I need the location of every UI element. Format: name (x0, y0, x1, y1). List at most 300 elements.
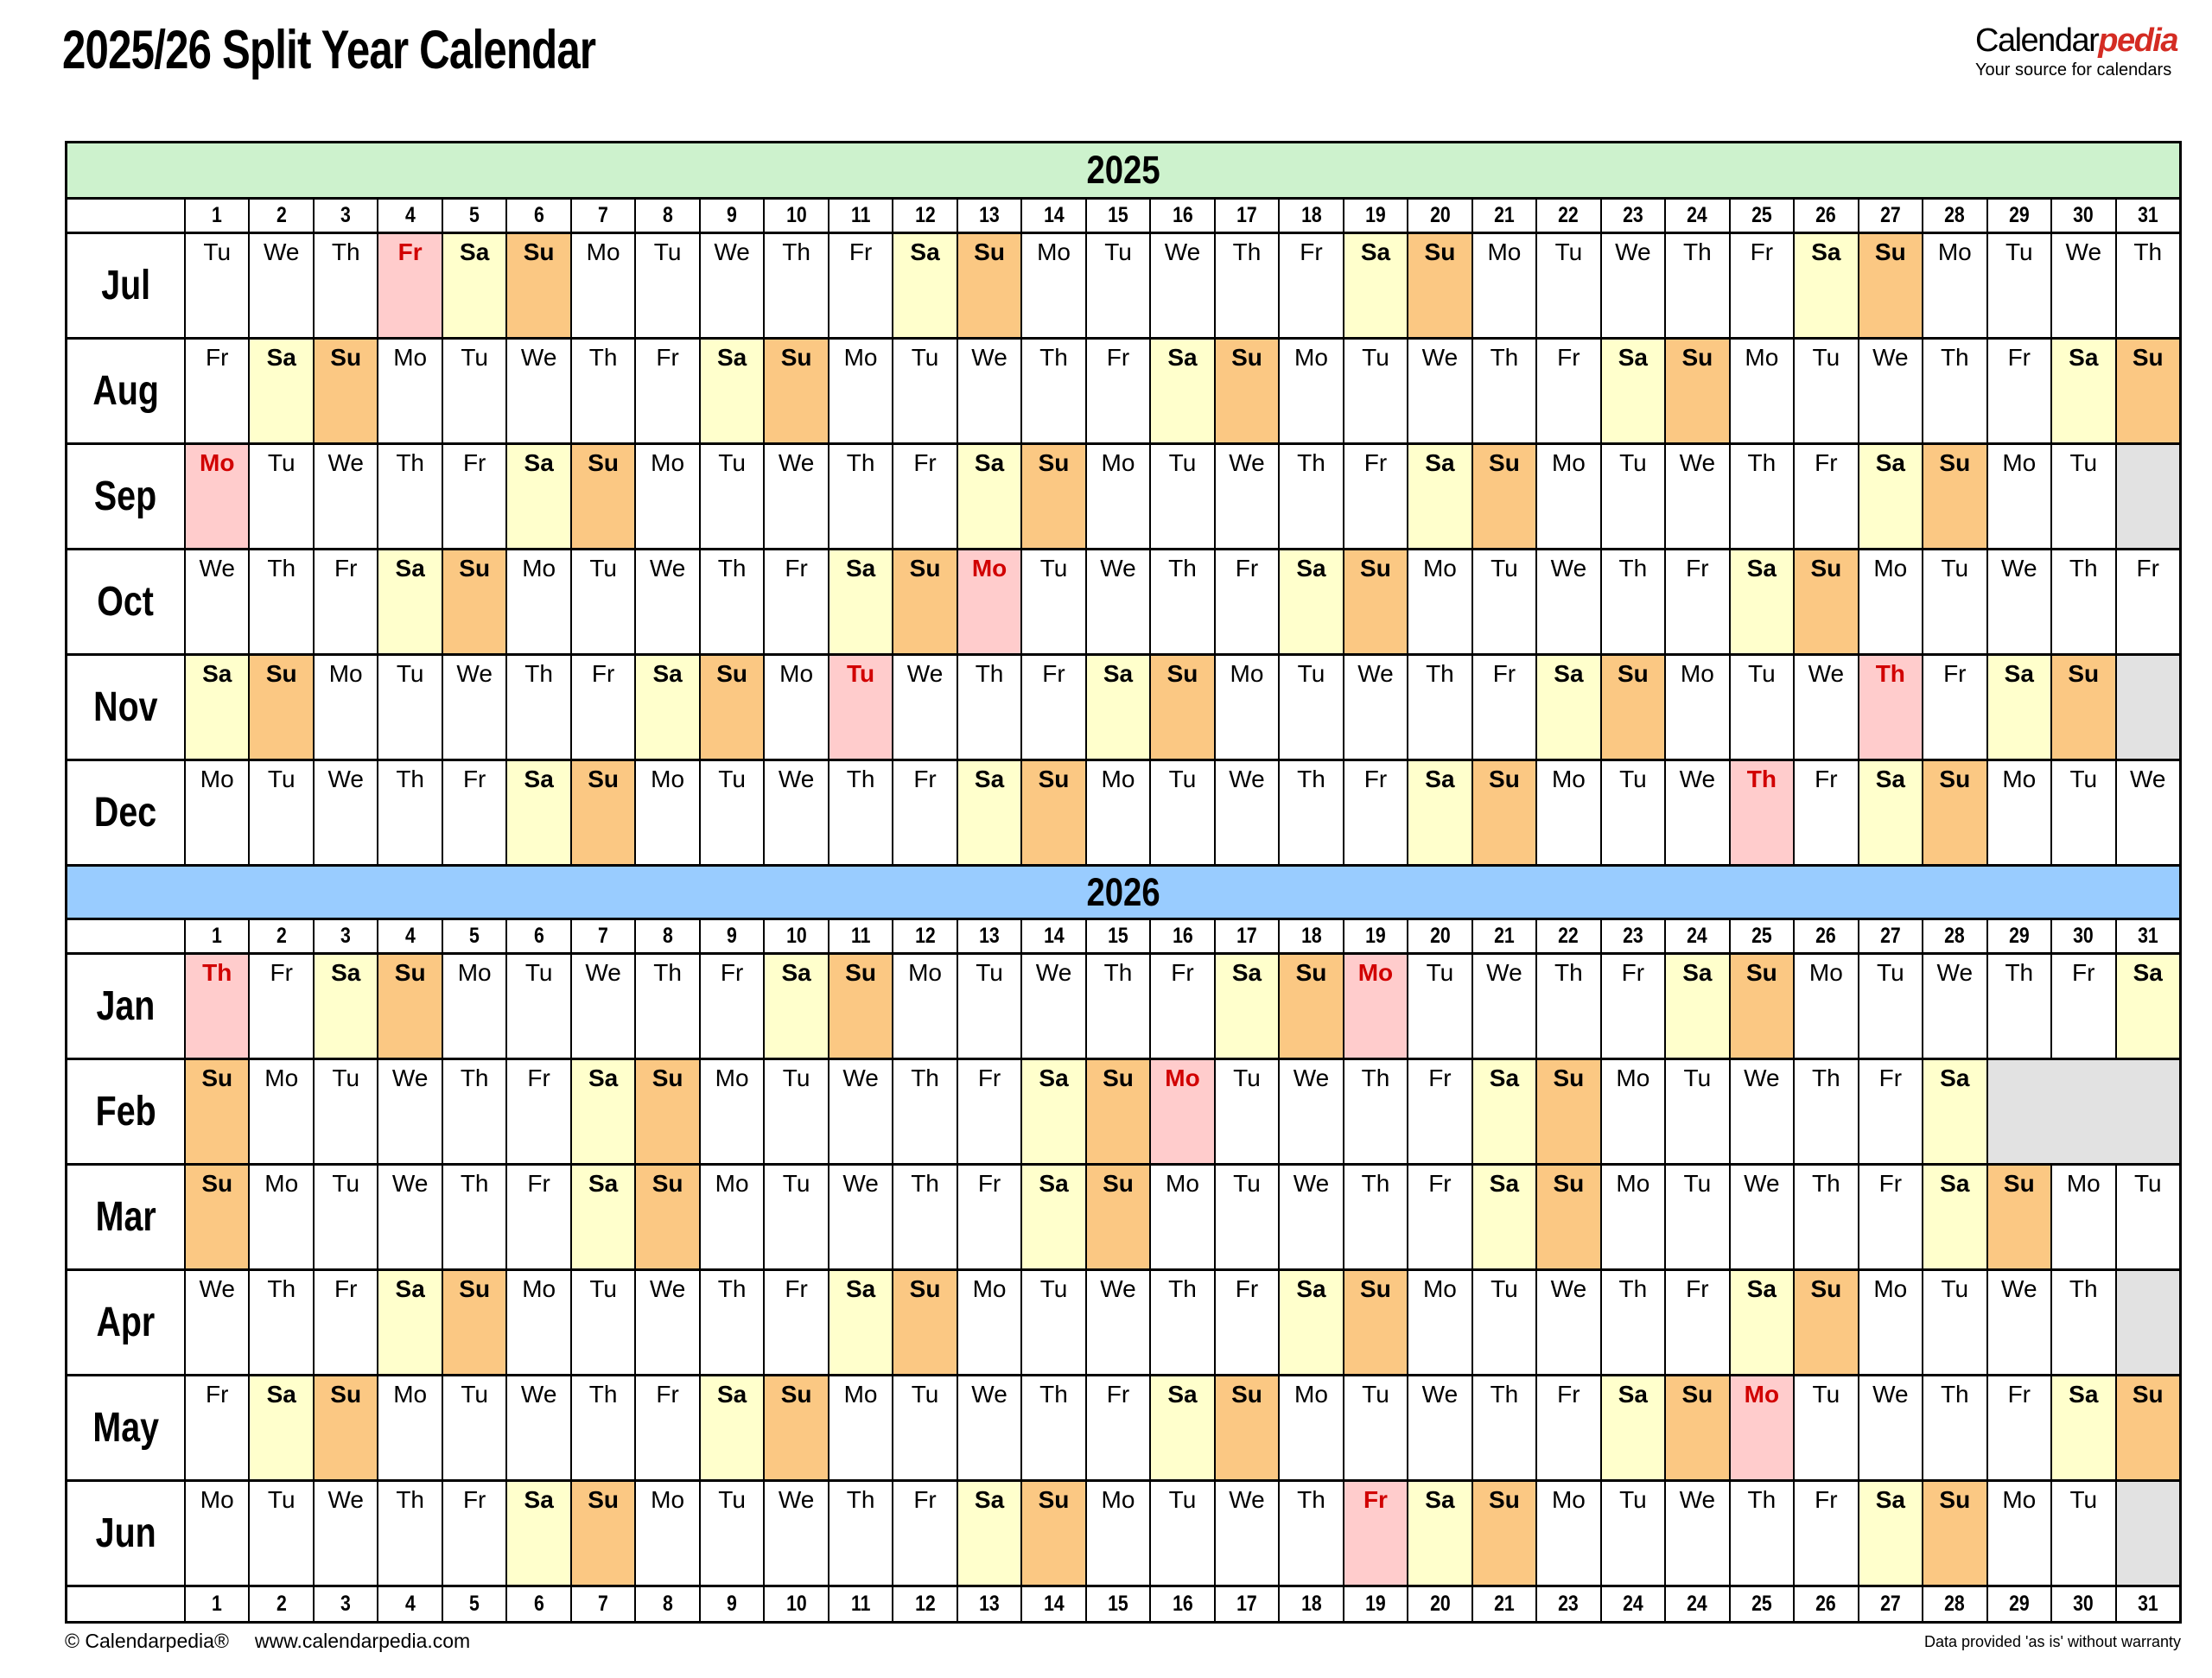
day-number-cell: 15 (1085, 1587, 1149, 1621)
day-cell: Sa (377, 550, 441, 653)
day-number-cell: 27 (1858, 920, 1922, 952)
day-cell: Tu (1922, 550, 1986, 653)
day-cell: Fr (1922, 656, 1986, 759)
day-cell: Sa (442, 234, 505, 337)
day-cell: Tu (377, 656, 441, 759)
day-cell: Fr (892, 445, 956, 548)
day-cell: Th (828, 1482, 892, 1585)
day-cell: Mo (1986, 1482, 2050, 1585)
day-cell: Th (377, 445, 441, 548)
day-cell: Tu (1149, 761, 1213, 864)
day-cell: Su (1407, 234, 1471, 337)
day-cell: Th (1600, 550, 1664, 653)
day-cell: Fr (763, 1271, 827, 1374)
day-cell: We (1535, 1271, 1599, 1374)
day-cell: Fr (1986, 1376, 2050, 1479)
day-cell: Su (1471, 445, 1535, 548)
day-number-cell: 2 (248, 1587, 312, 1621)
day-cell: We (313, 761, 377, 864)
day-number-cell: 15 (1085, 200, 1149, 232)
month-row-may (67, 1374, 2179, 1479)
day-number-cell: 16 (1149, 920, 1213, 952)
day-number-cell: 20 (1407, 1587, 1471, 1621)
day-cell: Th (1793, 1166, 1857, 1268)
day-cell: Th (699, 550, 763, 653)
day-cell: Sa (184, 656, 248, 759)
day-cell: Fr (957, 1166, 1020, 1268)
day-cell: We (1858, 340, 1922, 442)
day-cell: We (1664, 761, 1728, 864)
day-number-cell: 25 (1729, 200, 1793, 232)
day-cell: Fr (1471, 656, 1535, 759)
day-number-cell: 9 (699, 1587, 763, 1621)
day-cell: Sa (957, 761, 1020, 864)
day-number-cell: 8 (634, 1587, 698, 1621)
day-cell: Fr (1858, 1166, 1922, 1268)
day-cell: We (377, 1060, 441, 1163)
day-cell: Th (442, 1166, 505, 1268)
day-cell: Sa (1793, 234, 1857, 337)
day-cell: Sa (248, 340, 312, 442)
day-number-cell: 7 (570, 1587, 634, 1621)
day-cell: Sa (828, 550, 892, 653)
day-cell: Fr (1343, 445, 1407, 548)
month-row-oct (67, 548, 2179, 653)
website-url[interactable]: www.calendarpedia.com (254, 1630, 471, 1652)
day-cell: Su (1600, 656, 1664, 759)
day-number-cell: 23 (1600, 200, 1664, 232)
day-cell: Th (1085, 955, 1149, 1058)
day-cell: Fr (1986, 340, 2050, 442)
day-number-cell: 17 (1214, 1587, 1278, 1621)
day-number-cell: 30 (2050, 200, 2114, 232)
day-cell: Tu (1471, 1271, 1535, 1374)
day-number-cell: 26 (1793, 920, 1857, 952)
month-label: Jun (95, 1510, 156, 1556)
month-row-aug (67, 337, 2179, 442)
day-cell: Tu (1600, 1482, 1664, 1585)
day-cell: Su (1986, 1166, 2050, 1268)
day-cell: Su (1729, 955, 1793, 1058)
day-cell: Tu (1600, 445, 1664, 548)
day-cell: Tu (892, 1376, 956, 1479)
day-cell: Mo (957, 550, 1020, 653)
day-number-cell: 3 (313, 200, 377, 232)
day-cell: Th (1278, 761, 1342, 864)
day-cell: Sa (1343, 234, 1407, 337)
day-cell: Th (1407, 656, 1471, 759)
day-cell: Fr (442, 761, 505, 864)
month-row-sep (67, 442, 2179, 548)
day-cell: Su (570, 761, 634, 864)
day-cell: Mo (505, 550, 569, 653)
month-label: Jan (96, 983, 156, 1029)
day-cell: Th (377, 761, 441, 864)
day-cell: Fr (1407, 1060, 1471, 1163)
day-cell: We (763, 761, 827, 864)
day-cell: Sa (2115, 955, 2179, 1058)
day-cell: Sa (1858, 445, 1922, 548)
day-cell: Fr (1729, 234, 1793, 337)
day-cell: Sa (1407, 445, 1471, 548)
day-cell: Tu (442, 340, 505, 442)
day-cell: Th (1729, 761, 1793, 864)
day-cell: We (2050, 234, 2114, 337)
day-cell: Sa (1020, 1166, 1084, 1268)
month-row-jun (67, 1479, 2179, 1585)
day-number-cell: 23 (1535, 1587, 1599, 1621)
year-banner-2025 (67, 143, 2179, 197)
day-cell: Mo (1986, 761, 2050, 864)
month-label: Feb (95, 1089, 156, 1135)
day-cell: Su (1471, 1482, 1535, 1585)
day-cell: Fr (828, 234, 892, 337)
day-cell: Th (1214, 234, 1278, 337)
corner-blank-cell (67, 1587, 184, 1621)
day-number-cell: 10 (763, 1587, 827, 1621)
day-cell: We (634, 550, 698, 653)
day-cell: Mo (377, 1376, 441, 1479)
day-number-cell: 18 (1278, 1587, 1342, 1621)
day-cell: Th (2050, 550, 2114, 653)
empty-days-cell (2115, 656, 2179, 759)
day-cell: Th (828, 445, 892, 548)
day-number-cell: 31 (2115, 200, 2179, 232)
day-cell: Sa (2050, 1376, 2114, 1479)
day-number-cell: 27 (1858, 200, 1922, 232)
day-cell: We (1729, 1166, 1793, 1268)
day-cell: Th (634, 955, 698, 1058)
day-number-cell: 26 (1793, 1587, 1857, 1621)
day-cell: Tu (1664, 1166, 1728, 1268)
month-label: Aug (92, 368, 159, 414)
month-label: Sep (94, 474, 157, 519)
day-cell: Sa (313, 955, 377, 1058)
day-cell: We (313, 1482, 377, 1585)
day-cell: Mo (1535, 761, 1599, 864)
day-cell: Fr (570, 656, 634, 759)
day-cell: Mo (1600, 1060, 1664, 1163)
day-cell: Sa (1922, 1060, 1986, 1163)
day-cell: Fr (1343, 1482, 1407, 1585)
day-number-cell: 21 (1471, 920, 1535, 952)
day-cell: Sa (1149, 340, 1213, 442)
day-cell: We (1343, 656, 1407, 759)
day-number-cell: 18 (1278, 920, 1342, 952)
day-cell: Sa (1535, 656, 1599, 759)
empty-days-cell (2115, 1271, 2179, 1374)
day-cell: Tu (248, 761, 312, 864)
day-cell: Mo (1664, 656, 1728, 759)
day-cell: We (184, 550, 248, 653)
day-cell: Su (313, 340, 377, 442)
page-title: 2025/26 Split Year Calendar (62, 20, 596, 80)
section-2026-rows (67, 918, 2179, 1585)
day-cell: Fr (1343, 761, 1407, 864)
day-cell: We (892, 656, 956, 759)
day-cell: Su (1922, 445, 1986, 548)
day-cell: Sa (1214, 955, 1278, 1058)
logo-wordmark (1975, 24, 2177, 59)
day-cell: Th (1471, 1376, 1535, 1479)
day-cell: Fr (1858, 1060, 1922, 1163)
day-cell: We (957, 340, 1020, 442)
footer-copyright (65, 1630, 470, 1653)
day-cell: Fr (184, 1376, 248, 1479)
day-cell: Mo (699, 1166, 763, 1268)
day-cell: Mo (1343, 955, 1407, 1058)
day-cell: Mo (184, 761, 248, 864)
day-cell: Fr (2050, 955, 2114, 1058)
day-number-cell: 11 (828, 920, 892, 952)
day-cell: Th (570, 340, 634, 442)
day-cell: Fr (2115, 550, 2179, 653)
day-cell: Sa (377, 1271, 441, 1374)
day-cell: Fr (1214, 550, 1278, 653)
day-number-cell: 7 (570, 200, 634, 232)
day-cell: Mo (184, 445, 248, 548)
day-cell: We (699, 234, 763, 337)
day-cell: Mo (505, 1271, 569, 1374)
day-number-cell: 24 (1664, 920, 1728, 952)
day-cell: Fr (505, 1166, 569, 1268)
day-number-cell: 12 (892, 920, 956, 952)
day-cell: We (505, 340, 569, 442)
day-number-cell: 1 (184, 1587, 248, 1621)
day-cell: Tu (1600, 761, 1664, 864)
day-cell: Sa (1600, 1376, 1664, 1479)
day-number-cell: 9 (699, 920, 763, 952)
day-number-cell: 5 (442, 920, 505, 952)
day-cell: Mo (699, 1060, 763, 1163)
day-number-cell: 16 (1149, 1587, 1213, 1621)
day-cell: Tu (957, 955, 1020, 1058)
day-cell: Fr (1664, 550, 1728, 653)
day-number-cell: 10 (763, 200, 827, 232)
day-cell: Sa (1085, 656, 1149, 759)
day-cell: Th (1278, 445, 1342, 548)
day-number-cell: 8 (634, 200, 698, 232)
day-cell: Tu (1214, 1060, 1278, 1163)
day-cell: Sa (957, 445, 1020, 548)
day-number-cell: 19 (1343, 200, 1407, 232)
day-cell: Fr (957, 1060, 1020, 1163)
day-cell: We (1278, 1166, 1342, 1268)
day-cell: Tu (2050, 1482, 2114, 1585)
day-cell: Tu (699, 445, 763, 548)
day-cell: Tu (2050, 445, 2114, 548)
day-cell: Su (2115, 340, 2179, 442)
day-cell: Th (248, 550, 312, 653)
day-cell: Tu (699, 1482, 763, 1585)
day-cell: Tu (248, 1482, 312, 1585)
day-cell: Mo (313, 656, 377, 759)
day-cell: Fr (1793, 1482, 1857, 1585)
day-number-cell: 31 (2115, 920, 2179, 952)
day-cell: Mo (1278, 1376, 1342, 1479)
day-number-cell: 6 (505, 1587, 569, 1621)
day-cell: Th (184, 955, 248, 1058)
day-cell: Tu (1085, 234, 1149, 337)
day-cell: Su (184, 1166, 248, 1268)
day-number-cell: 30 (2050, 920, 2114, 952)
day-cell: Su (1085, 1060, 1149, 1163)
day-cell: Su (2115, 1376, 2179, 1479)
day-cell: Th (313, 234, 377, 337)
day-cell: Su (1343, 550, 1407, 653)
day-cell: Sa (1278, 1271, 1342, 1374)
day-cell: Su (763, 340, 827, 442)
day-cell: Fr (634, 1376, 698, 1479)
day-number-cell: 24 (1664, 1587, 1728, 1621)
day-cell: Tu (2050, 761, 2114, 864)
month-label: May (92, 1405, 159, 1451)
day-number-cell: 13 (957, 920, 1020, 952)
empty-days-cell (2115, 445, 2179, 548)
day-cell: Su (2050, 656, 2114, 759)
day-cell: Tu (1664, 1060, 1728, 1163)
day-cell: Su (1020, 761, 1084, 864)
day-cell: Tu (763, 1166, 827, 1268)
day-cell: Fr (313, 550, 377, 653)
empty-days-cell (2115, 1482, 2179, 1585)
day-cell: Th (1020, 340, 1084, 442)
day-cell: Fr (1793, 445, 1857, 548)
day-number-cell: 5 (442, 200, 505, 232)
day-cell: Fr (1407, 1166, 1471, 1268)
day-cell: Mo (1085, 445, 1149, 548)
day-cell: We (1986, 550, 2050, 653)
day-cell: Mo (1471, 234, 1535, 337)
day-cell: Sa (1729, 1271, 1793, 1374)
day-cell: Mo (892, 955, 956, 1058)
month-label: Apr (96, 1300, 156, 1345)
day-cell: We (1407, 340, 1471, 442)
month-row-dec (67, 759, 2179, 864)
day-cell: Fr (505, 1060, 569, 1163)
day-number-cell: 25 (1729, 1587, 1793, 1621)
day-cell: Tu (184, 234, 248, 337)
day-cell: We (828, 1060, 892, 1163)
day-cell: Th (1343, 1166, 1407, 1268)
day-number-cell: 29 (1986, 1587, 2050, 1621)
day-cell: Th (248, 1271, 312, 1374)
day-cell: Su (1664, 1376, 1728, 1479)
day-number-cell: 28 (1922, 200, 1986, 232)
day-number-cell: 21 (1471, 1587, 1535, 1621)
day-cell: Sa (1922, 1166, 1986, 1268)
day-cell: Tu (1020, 1271, 1084, 1374)
split-year-calendar-table (65, 141, 2182, 1624)
corner-blank-cell (67, 920, 184, 952)
day-cell: Sa (634, 656, 698, 759)
day-cell: We (957, 1376, 1020, 1479)
corner-blank-cell (67, 200, 184, 232)
day-number-cell: 16 (1149, 200, 1213, 232)
day-cell: We (1085, 1271, 1149, 1374)
day-cell: Tu (1729, 656, 1793, 759)
day-cell: Sa (570, 1060, 634, 1163)
day-cell: Mo (1729, 340, 1793, 442)
day-cell: Su (1085, 1166, 1149, 1268)
day-cell: Th (699, 1271, 763, 1374)
day-cell: Tu (1149, 1482, 1213, 1585)
day-cell: Th (892, 1166, 956, 1268)
day-number-cell: 2 (248, 200, 312, 232)
day-cell: Mo (634, 1482, 698, 1585)
day-cell: Sa (1149, 1376, 1213, 1479)
day-number-header-row (67, 197, 2179, 232)
day-cell: Tu (1471, 550, 1535, 653)
day-cell: Th (1535, 955, 1599, 1058)
day-cell: Fr (1664, 1271, 1728, 1374)
day-cell: Mo (828, 340, 892, 442)
day-number-cell: 14 (1020, 1587, 1084, 1621)
day-cell: Mo (957, 1271, 1020, 1374)
day-cell: We (248, 234, 312, 337)
day-cell: Th (1600, 1271, 1664, 1374)
day-cell: Fr (377, 234, 441, 337)
day-cell: Fr (892, 761, 956, 864)
day-cell: Sa (699, 340, 763, 442)
day-cell: Su (248, 656, 312, 759)
day-number-cell: 31 (2115, 1587, 2179, 1621)
day-number-cell: 15 (1085, 920, 1149, 952)
day-cell: Tu (828, 656, 892, 759)
day-cell: Mo (248, 1166, 312, 1268)
day-cell: We (1600, 234, 1664, 337)
day-cell: Fr (313, 1271, 377, 1374)
day-number-cell: 8 (634, 920, 698, 952)
day-cell: Su (634, 1060, 698, 1163)
day-cell: Tu (1020, 550, 1084, 653)
day-number-cell: 14 (1020, 920, 1084, 952)
day-cell: Sa (1858, 761, 1922, 864)
day-cell: Su (892, 550, 956, 653)
day-number-cell: 11 (828, 200, 892, 232)
day-cell: Su (1793, 1271, 1857, 1374)
day-cell: Sa (957, 1482, 1020, 1585)
day-cell: Mo (1986, 445, 2050, 548)
day-cell: Th (1922, 340, 1986, 442)
section-2025-rows (67, 197, 2179, 864)
day-number-cell: 29 (1986, 200, 2050, 232)
day-cell: Tu (1793, 340, 1857, 442)
day-cell: Sa (1407, 761, 1471, 864)
day-cell: We (1922, 955, 1986, 1058)
day-cell: Th (1020, 1376, 1084, 1479)
day-cell: Fr (1535, 1376, 1599, 1479)
day-cell: Sa (892, 234, 956, 337)
day-cell: Sa (248, 1376, 312, 1479)
day-cell: Sa (1278, 550, 1342, 653)
day-cell: Sa (1407, 1482, 1471, 1585)
day-cell: Fr (1214, 1271, 1278, 1374)
day-cell: We (1858, 1376, 1922, 1479)
day-cell: Mo (442, 955, 505, 1058)
day-cell: Sa (505, 761, 569, 864)
day-cell: Tu (634, 234, 698, 337)
day-cell: Fr (1149, 955, 1213, 1058)
day-number-cell: 10 (763, 920, 827, 952)
day-cell: Tu (313, 1060, 377, 1163)
month-row-jul (67, 232, 2179, 337)
day-number-cell: 3 (313, 1587, 377, 1621)
day-cell: Fr (442, 1482, 505, 1585)
day-number-cell: 22 (1535, 920, 1599, 952)
day-cell: Sa (1600, 340, 1664, 442)
day-cell: Mo (1407, 550, 1471, 653)
